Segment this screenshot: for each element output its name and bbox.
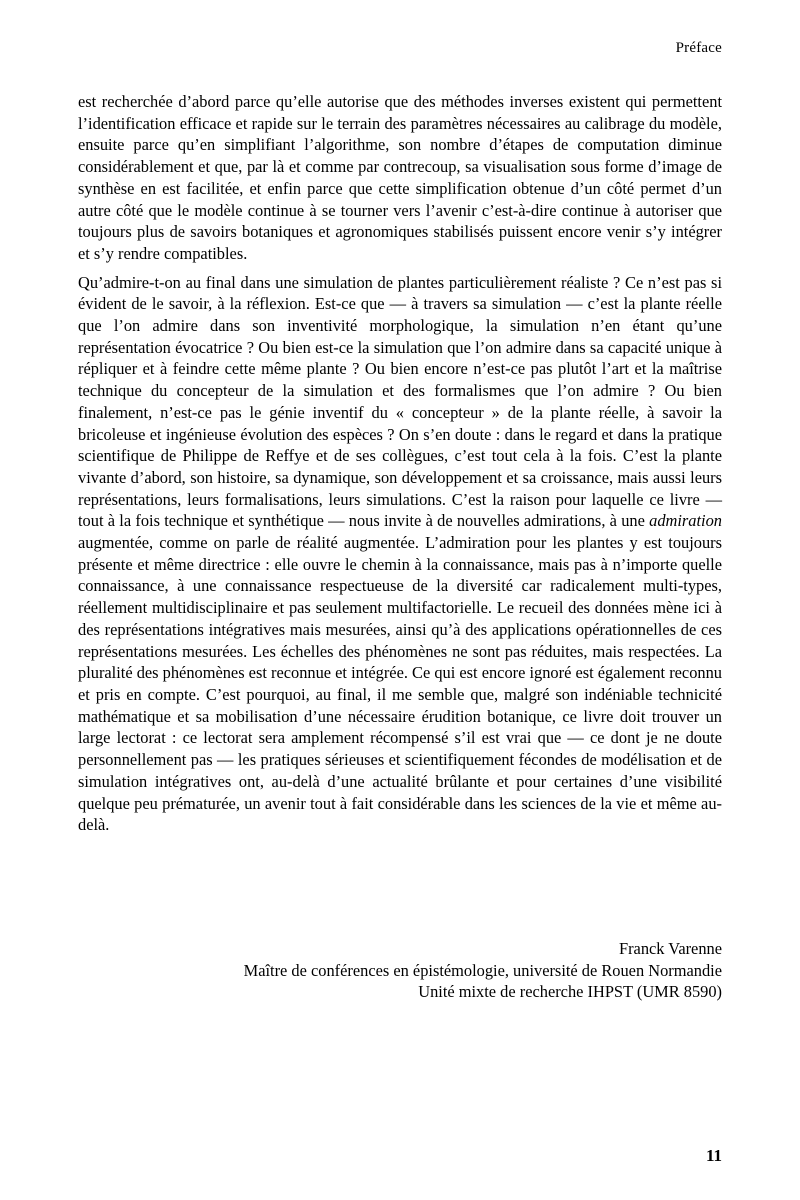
body-text bbox=[78, 91, 722, 836]
signature-name: Franck Varenne bbox=[618, 939, 722, 958]
signature-affiliation: Unité mixte de recherche IHPST (UMR 8590) bbox=[418, 982, 722, 1002]
page-number: 11 bbox=[705, 1146, 722, 1165]
signature-title: Maître de conférences en épistémologie, université de Rouen Normandie bbox=[243, 960, 722, 980]
running-head: Préface bbox=[675, 40, 722, 56]
paragraph-2: Qu’admire-t-on au final dans une simulation de plantes particulièrement réaliste ? Ce n’est pas si évident de le savoir, à la réflexion. Est-ce que — à travers sa simulation — c’est la plante réelle que l’on admire dans son inventivité morphologique, la simulation n’en étant qu’une représentation évocatrice ? Ou bien est-ce la simulation que l’on admire dans sa capacité unique à répliquer et à feindre cette même plante ? Ou bien encore n’est-ce pas plutôt l’art et la maîtrise technique du concepteur de la simulation et des formalismes que l’on admire ? Ou bien finalement, n’est-ce pas le génie inventif du « concepteur » de la plante réelle, à savoir la bricoleuse et ingénieuse évolution des espèces ? On s’en doute : dans le regard et dans la pratique scientifique de Philippe de Reffye et de ses collègues, c’est tout cela à la fois. C’est la plante vivante d’abord, son histoire, sa dynamique, son développement et sa croissance, mais aussi leurs représentations, leurs formalisations, leurs simulations. C’est la raison pour laquelle ce livre — tout à la fois technique et synthétique — nous invite à de nouvelles admirations, à une admiration augmentée, comme on parle de réalité augmentée. L’admiration pour les plantes y est toujours présente et même directrice : elle ouvre le chemin à la connaissance, mais pas à n’importe quelle connaissance, à une connaissance respectueuse de la diversité car radicalement multi-types, réellement multidisciplinaire et pas seulement multifactorielle. Le recueil des données mène ici à des représentations intégratives mais mesurées, ainsi qu’à des applications opérationnelles de ces représentations mesurées. Les échelles des phénomènes ne sont pas réduites, mais respectées. La pluralité des phénomènes est reconnue et intégrée. Ce qui est encore ignoré est également reconnu et pris en compte. C’est pourquoi, au final, il me semble que, malgré son indéniable technicité mathématique et sa mobilisation d’une nécessaire érudition botanique, ce livre doit trouver un large lectorat : ce lectorat sera amplement récompensé s’il est vrai que — ce dont je ne doute personnellement pas — les pratiques sérieuses et scientifiquement fécondes de modélisation et de simulation intégratives ont, au-delà d’une actualité brûlante et pour certaines d’une visibilité quelque peu prématurée, un avenir tout à fait considérable dans les sciences de la vie et même au-delà. bbox=[78, 272, 722, 835]
signature-block bbox=[78, 938, 722, 1003]
paragraph-1: est recherchée d’abord parce qu’elle autorise que des méthodes inverses existent qui permettent l’identification efficace et rapide sur le terrain des paramètres nécessaires au calibrage du modèle, ensuite parce qu’en simplifiant l’algorithme, son nombre d’étapes de computation diminue considérablement et que, par là et comme par contrecoup, sa visualisation sous forme d’image de synthèse en est facilitée, et enfin parce que cette simplification obtenue d’un côté permet d’un autre côté que le modèle continue à se tourner vers l’avenir c’est-à-dire continue à autoriser que toujours plus de savoirs botaniques et agronomiques stabilisés puissent encore venir s’y intégrer et s’y rendre compatibles. bbox=[78, 92, 722, 263]
